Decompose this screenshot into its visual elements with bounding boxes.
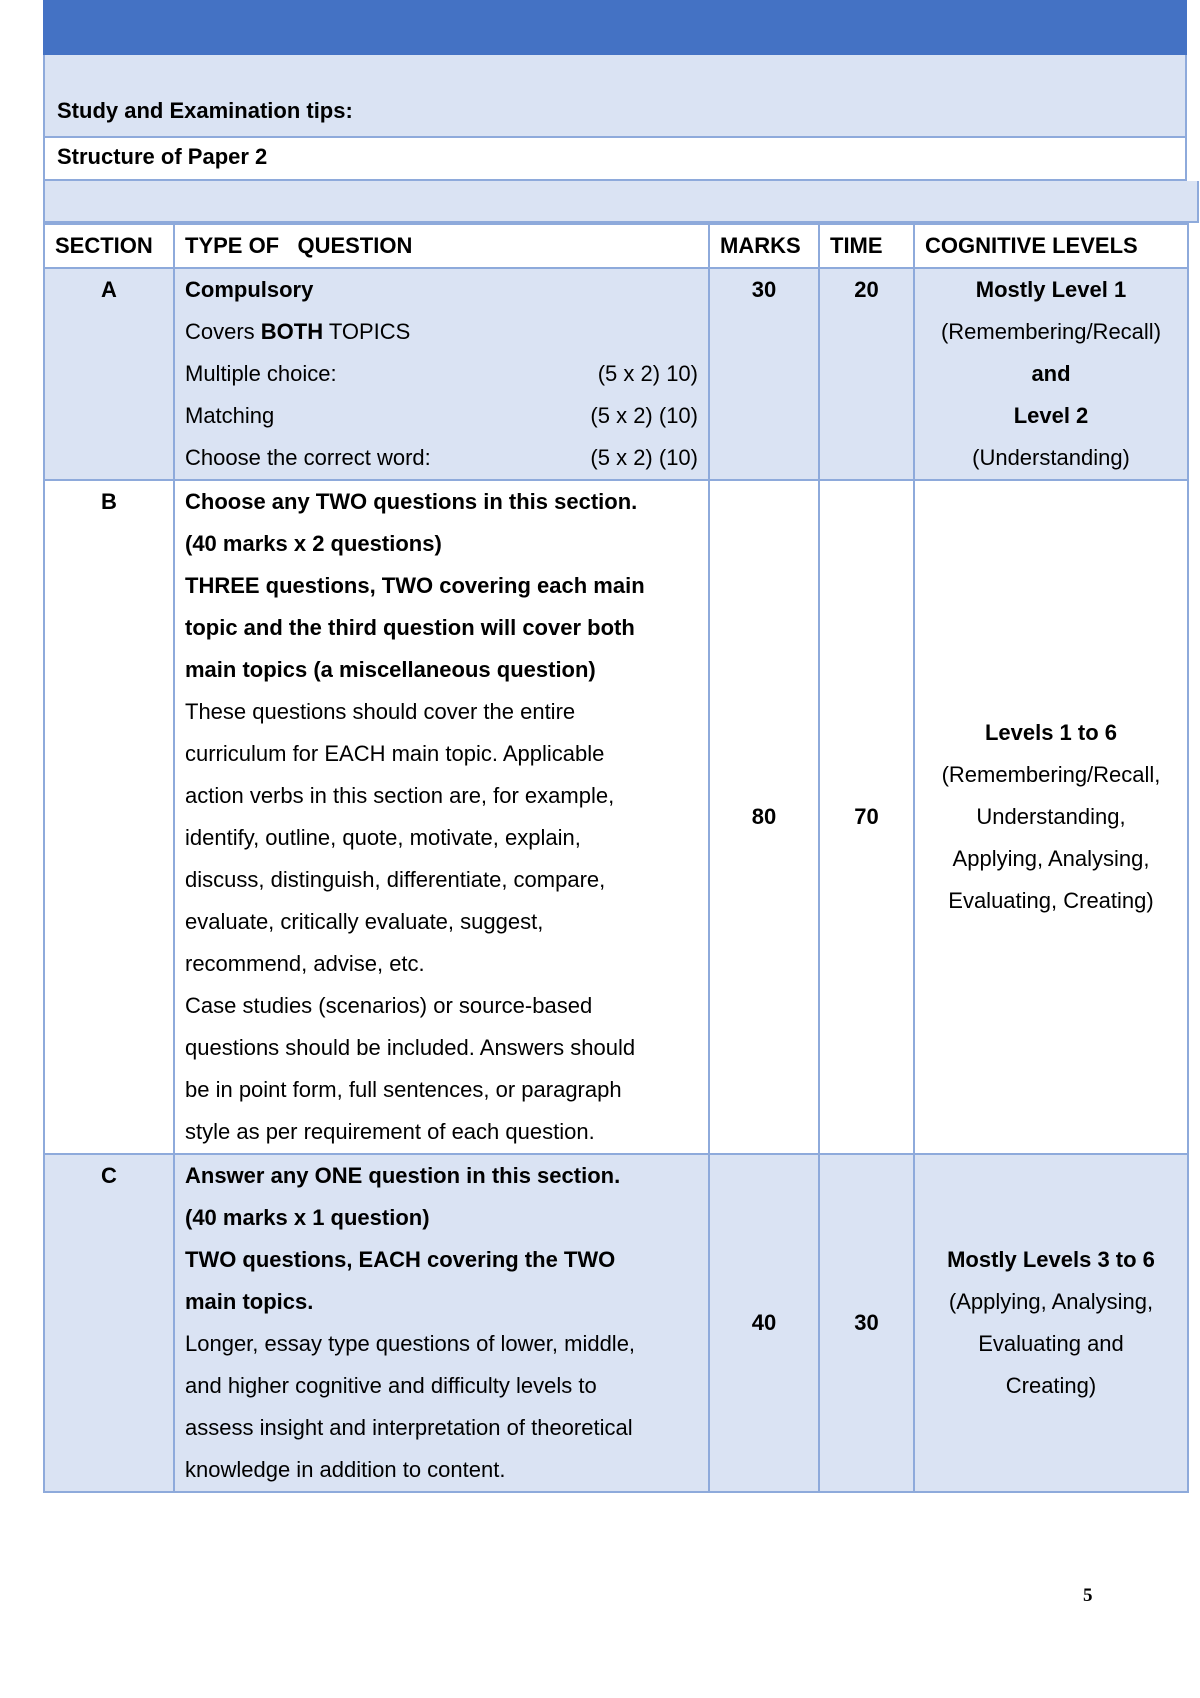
question-type-line: topic and the third question will cover both [185,615,635,640]
question-type-line: THREE questions, TWO covering each main [185,573,645,598]
section-cell: C [44,1154,174,1492]
header-bar [43,0,1187,55]
question-type-line: Case studies (scenarios) or source-based [185,993,593,1018]
question-type-line: evaluate, critically evaluate, suggest, [185,909,544,934]
time-cell: 30 [819,1154,914,1492]
question-type-line [185,437,698,479]
question-type-line: Compulsory [185,277,314,302]
section-cell: A [44,268,174,480]
question-type-line: and higher cognitive and difficulty levels to [185,1373,597,1398]
table-row [44,480,1188,1154]
cognitive-levels-cell [914,480,1188,1154]
time-cell: 20 [819,268,914,480]
question-type-fragment: Covers [185,319,261,344]
table-body [44,268,1188,1492]
question-type-line: main topics (a miscellaneous question) [185,657,596,682]
column-header-type: TYPE OF QUESTION [174,224,709,268]
spacer-row [43,181,1199,223]
question-format-marks: (5 x 2) 10) [597,361,698,386]
cognitive-level-line: Levels 1 to 6 [984,720,1118,745]
table-header-row [44,224,1188,268]
tips-row [43,55,1187,138]
question-type-line [185,353,698,395]
time-cell: 70 [819,480,914,1154]
question-type-cell [174,1154,709,1492]
cognitive-level-line: and [1031,361,1071,386]
question-type-line: These questions should cover the entire [185,699,576,724]
cognitive-level-line: Level 2 [1013,403,1089,428]
question-type-line [185,395,698,437]
cognitive-level-line: Evaluating and [978,1331,1124,1356]
question-type-line: Choose any TWO questions in this section. [185,489,638,514]
question-type-line: Longer, essay type questions of lower, middle, [185,1331,636,1356]
cognitive-level-line: Mostly Levels 3 to 6 [947,1247,1155,1272]
cognitive-level-line: Creating) [1005,1373,1097,1398]
cognitive-level-line: (Understanding) [972,445,1130,470]
paper-structure-table [43,223,1189,1493]
question-type-line: identify, outline, quote, motivate, explain, [185,825,581,850]
question-type-line: (40 marks x 2 questions) [185,531,442,556]
question-type-line: Answer any ONE question in this section. [185,1163,621,1188]
question-format-label: Matching [185,403,275,428]
question-type-line: (40 marks x 1 question) [185,1205,430,1230]
question-type-fragment: TOPICS [323,319,411,344]
question-type-cell [174,480,709,1154]
cognitive-level-line: (Applying, Analysing, [948,1289,1154,1314]
document-page [43,0,1187,1493]
question-type-line: curriculum for EACH main topic. Applicable [185,741,605,766]
question-type-line: assess insight and interpretation of theoretical [185,1415,633,1440]
question-type-line: style as per requirement of each question. [185,1119,595,1144]
question-type-line: recommend, advise, etc. [185,951,425,976]
question-format-marks: (5 x 2) (10) [590,403,698,428]
cognitive-level-line: (Remembering/Recall) [940,319,1162,344]
cognitive-level-line: Mostly Level 1 [975,277,1127,302]
table-row [44,268,1188,480]
cognitive-levels-cell [914,268,1188,480]
section-cell: B [44,480,174,1154]
question-type-line: action verbs in this section are, for example, [185,783,615,808]
question-type-line: be in point form, full sentences, or paragraph [185,1077,622,1102]
question-format-label: Choose the correct word: [185,445,431,470]
question-type-line: knowledge in addition to content. [185,1457,506,1482]
page-number: 5 [1083,1585,1093,1606]
cognitive-level-line: (Remembering/Recall, [941,762,1161,787]
question-type-fragment: BOTH [260,319,324,344]
marks-cell: 30 [709,268,819,480]
marks-cell: 40 [709,1154,819,1492]
column-header-marks: MARKS [709,224,819,268]
question-type-line: main topics. [185,1289,314,1314]
cognitive-levels-cell [914,1154,1188,1492]
question-format-marks: (5 x 2) (10) [590,445,698,470]
table-row [44,1154,1188,1492]
cognitive-level-line: Applying, Analysing, [952,846,1150,871]
question-type-line: discuss, distinguish, differentiate, compare, [185,867,606,892]
cognitive-level-line: Evaluating, Creating) [948,888,1154,913]
marks-cell: 80 [709,480,819,1154]
question-type-line: questions should be included. Answers should [185,1035,636,1060]
question-type-line [185,311,698,353]
tips-title: Study and Examination tips: [57,98,353,123]
column-header-time: TIME [819,224,914,268]
column-header-section: SECTION [44,224,174,268]
structure-title: Structure of Paper 2 [43,138,1187,181]
question-type-cell [174,268,709,480]
question-type-line: TWO questions, EACH covering the TWO [185,1247,616,1272]
question-format-label: Multiple choice: [185,361,337,386]
column-header-cognitive: COGNITIVE LEVELS [914,224,1188,268]
cognitive-level-line: Understanding, [976,804,1126,829]
